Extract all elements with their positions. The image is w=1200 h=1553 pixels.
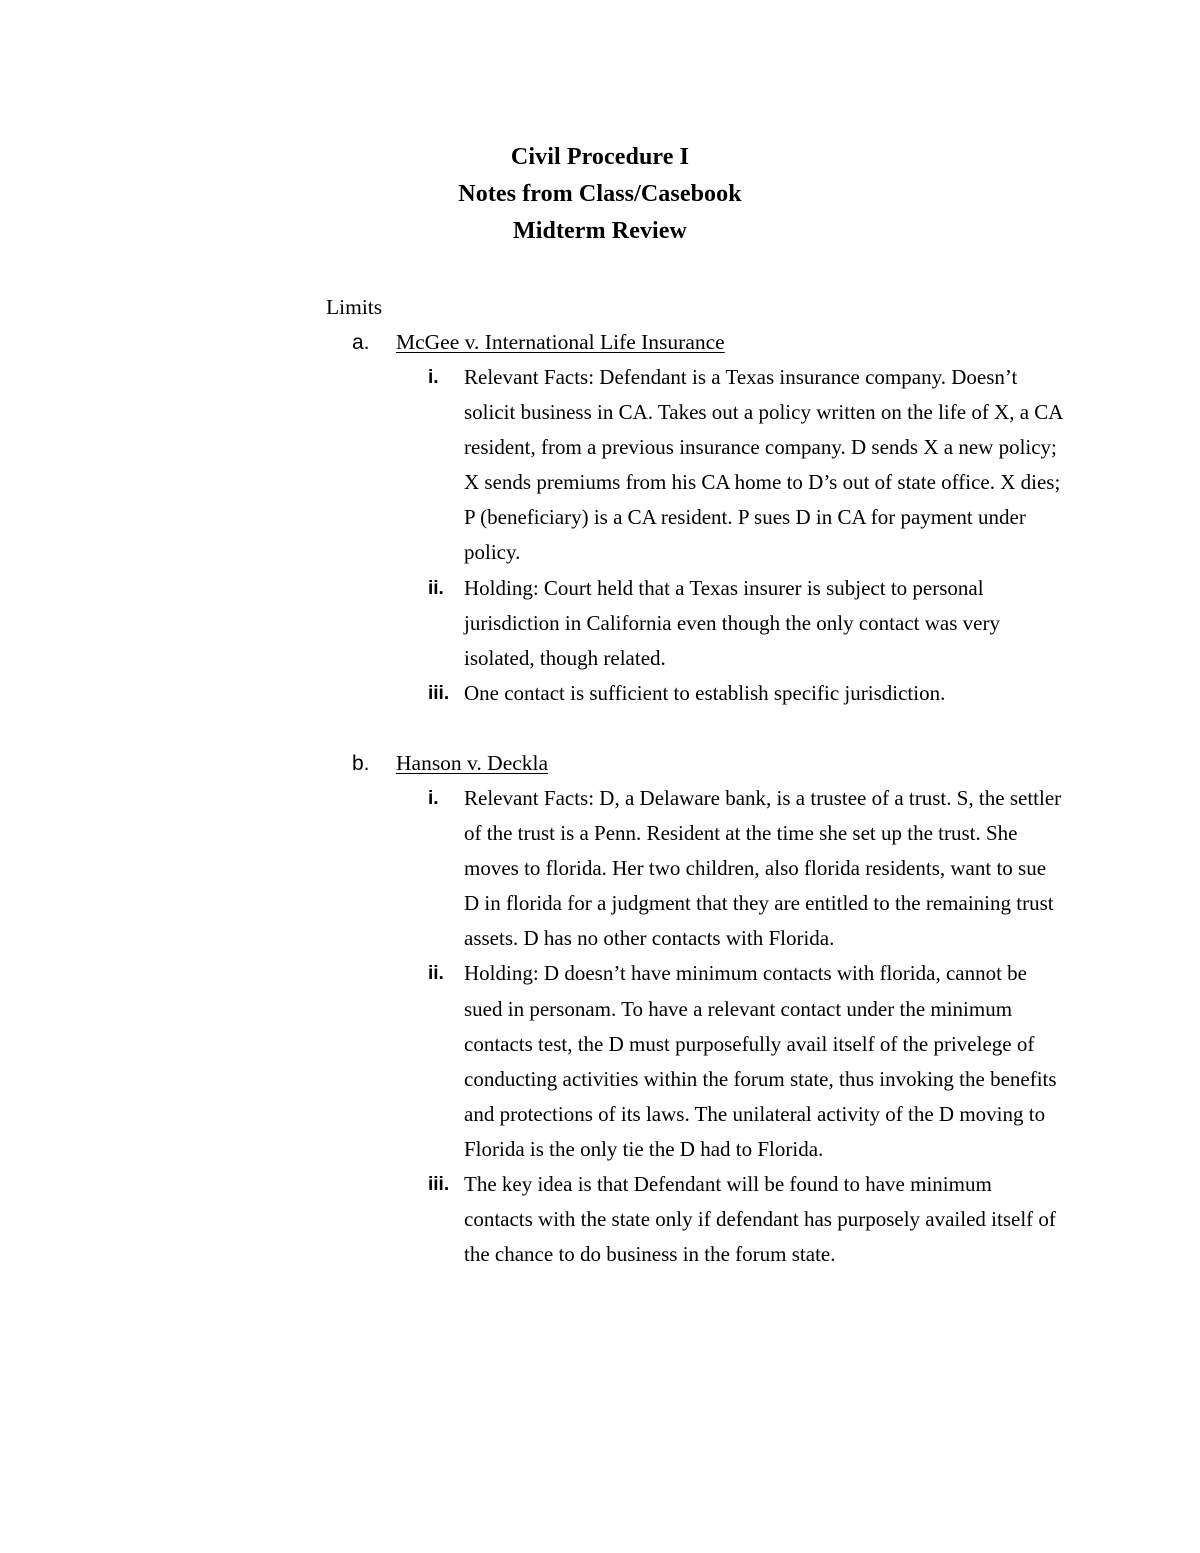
point-text: Holding: D doesn’t have minimum contacts with florida, cannot be sued in personam. To have a relevant contact under the minimum contacts test, the D must purposefully avail itself of the privelege of conducting activities within the forum state, thus invoking the benefits and protections of its laws. The unilateral activity of the D moving to Florida is the only tie the D had to Florida. [464,961,1057,1161]
case-name: McGee v. International Life Insurance [396,330,725,354]
point-text: Relevant Facts: D, a Delaware bank, is a trustee of a trust. S, the settler of the trust is a Penn. Resident at the time she set up the trust. She moves to florida. Her two children, also florida residents, want to sue D in florida for a judgment that they are entitled to the remaining trust assets. D has no other contacts with Florida. [464,786,1062,951]
point-text: Relevant Facts: Defendant is a Texas insurance company. Doesn’t solicit business in CA. Takes out a policy written on the life of X, a CA resident, from a previous insurance company. D sends X a new policy; X sends premiums from his CA home to D’s out of state office. X dies; P (beneficiary) is a CA resident. P sues D in CA for payment under policy. [464,365,1063,565]
course-title: Civil Procedure I [510,144,690,170]
case-point [428,571,1064,676]
case-item [352,325,1072,711]
point-numeral: i. [428,788,439,809]
case-point [428,676,1064,711]
notes-subtitle: Notes from Class/Casebook [458,181,742,207]
case-point [428,956,1064,1167]
title-block [0,139,1200,250]
case-letter: b. [352,752,370,775]
section-heading: Limits [326,295,383,319]
case-item [352,746,1072,1272]
case-letter: a. [352,331,370,354]
case-point [428,781,1064,956]
case-heading [352,746,1072,781]
case-point [428,360,1064,571]
point-numeral: iii. [428,682,450,704]
case-name: Hanson v. Deckla [396,751,549,775]
point-text: One contact is sufficient to establish specific jurisdiction. [464,680,946,705]
point-numeral: ii. [428,577,444,599]
review-subtitle: Midterm Review [513,218,687,244]
point-numeral: ii. [428,963,444,985]
point-numeral: iii. [428,1174,450,1196]
point-text: Holding: Court held that a Texas insurer is subject to personal jurisdiction in California even though the only contact was very isolated, though related. [464,575,1000,670]
case-heading [352,325,1072,360]
point-text: The key idea is that Defendant will be found to have minimum contacts with the state only if defendant has purposely availed itself of the chance to do business in the forum state. [464,1172,1056,1267]
case-point [428,1167,1064,1272]
point-numeral: i. [428,367,439,388]
